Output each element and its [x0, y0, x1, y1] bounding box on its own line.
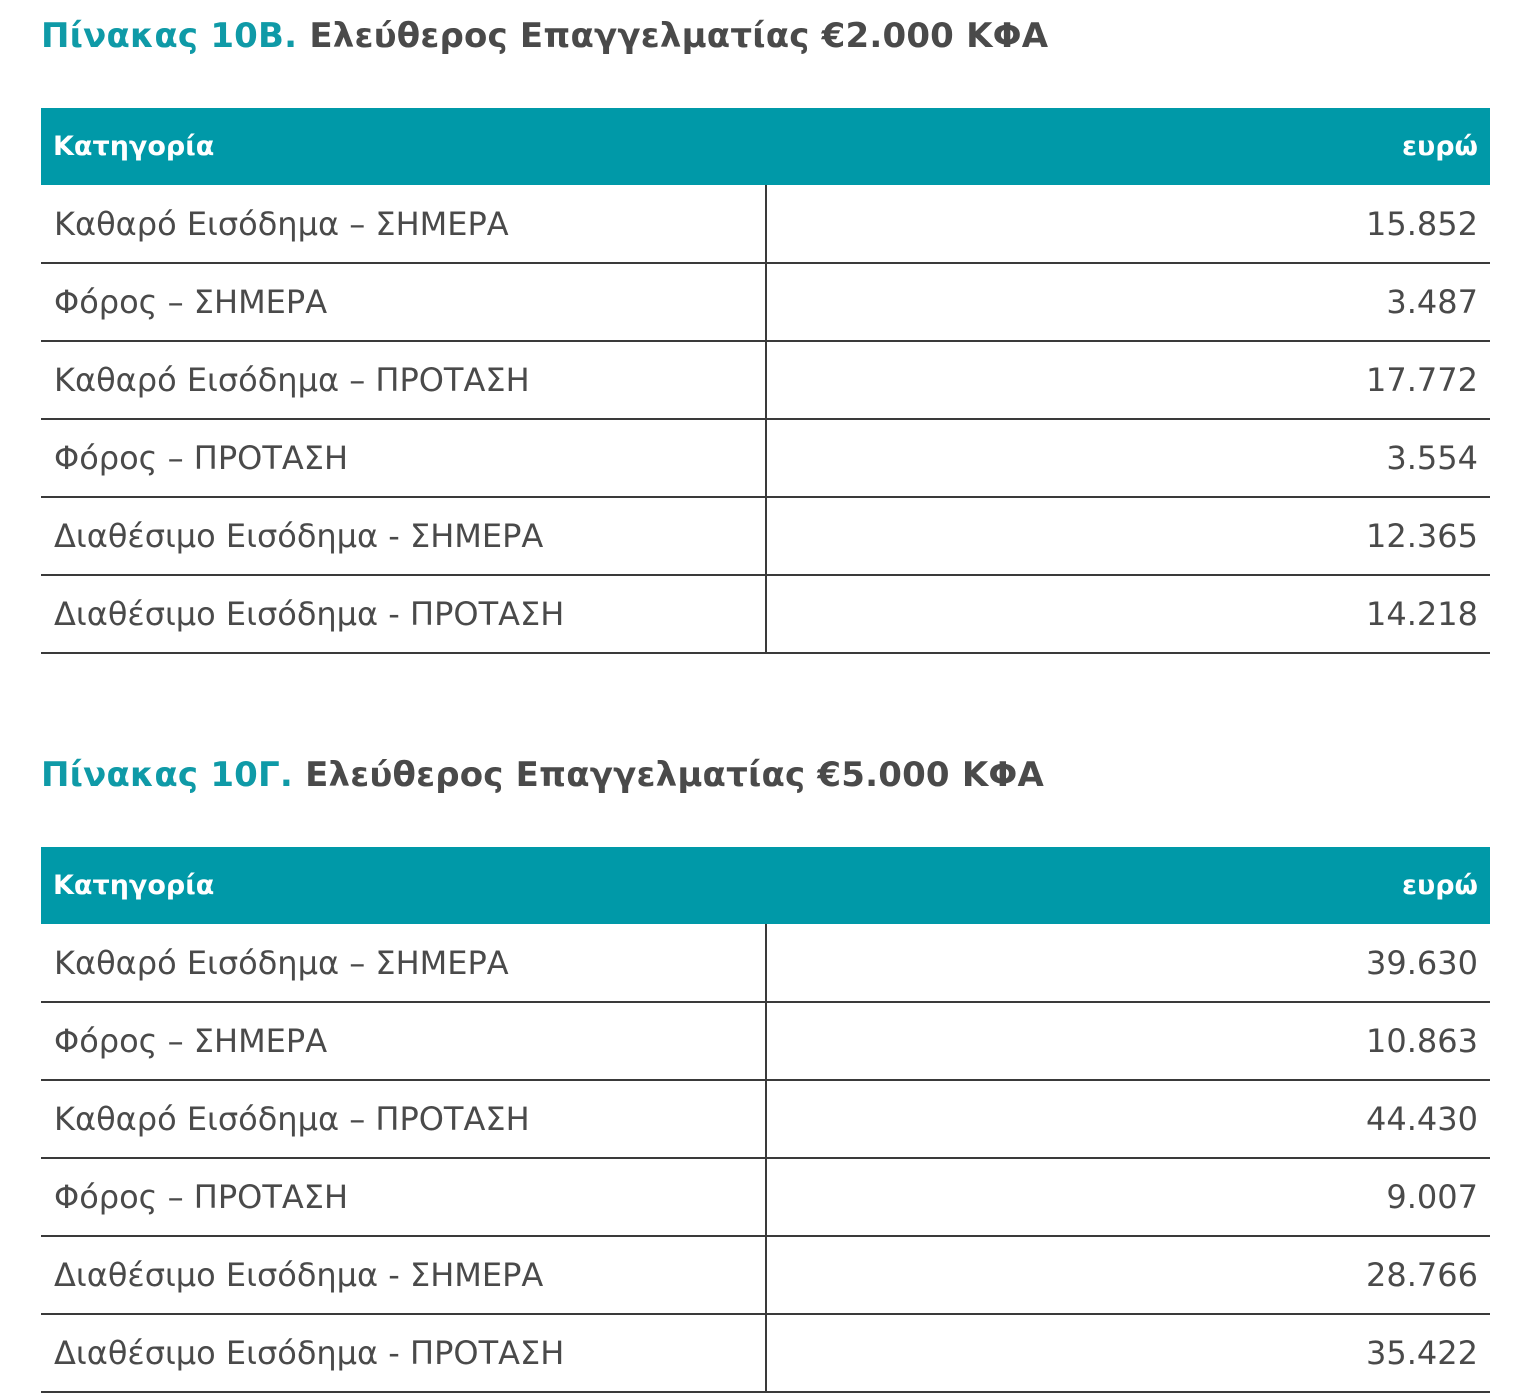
row-value: 3.554 [766, 419, 1491, 497]
column-header-category: Κατηγορία [41, 847, 766, 924]
row-value: 35.422 [766, 1314, 1491, 1392]
table-row [41, 419, 1490, 497]
column-header-value: ευρώ [766, 108, 1491, 185]
row-category: Φόρος – ΣΗΜΕΡΑ [41, 263, 766, 341]
table-row [41, 1236, 1490, 1314]
table-row [41, 924, 1490, 1002]
row-value: 12.365 [766, 497, 1491, 575]
row-value: 39.630 [766, 924, 1491, 1002]
row-category: Διαθέσιμο Εισόδημα - ΠΡΟΤΑΣΗ [41, 1314, 766, 1392]
column-header-value: ευρώ [766, 847, 1491, 924]
row-category: Φόρος – ΠΡΟΤΑΣΗ [41, 419, 766, 497]
row-category: Καθαρό Εισόδημα – ΠΡΟΤΑΣΗ [41, 1080, 766, 1158]
row-value: 14.218 [766, 575, 1491, 653]
table-row [41, 341, 1490, 419]
table-row [41, 497, 1490, 575]
data-table-10g [41, 847, 1490, 1393]
row-category: Διαθέσιμο Εισόδημα - ΣΗΜΕΡΑ [41, 1236, 766, 1314]
table-heading [41, 753, 1044, 797]
row-value: 44.430 [766, 1080, 1491, 1158]
row-category: Φόρος – ΠΡΟΤΑΣΗ [41, 1158, 766, 1236]
row-category: Καθαρό Εισόδημα – ΣΗΜΕΡΑ [41, 924, 766, 1002]
table-heading [41, 14, 1048, 58]
row-value: 10.863 [766, 1002, 1491, 1080]
row-value: 15.852 [766, 185, 1491, 263]
table-title: Ελεύθερος Επαγγελματίας €5.000 ΚΦΑ [305, 755, 1044, 795]
row-category: Καθαρό Εισόδημα – ΣΗΜΕΡΑ [41, 185, 766, 263]
table-header-row [41, 108, 1490, 185]
table-row [41, 575, 1490, 653]
row-value: 9.007 [766, 1158, 1491, 1236]
table-row [41, 1314, 1490, 1392]
table-header-row [41, 847, 1490, 924]
table-row [41, 185, 1490, 263]
table-row [41, 1002, 1490, 1080]
table-label: Πίνακας 10Β. [41, 16, 298, 56]
table-title: Ελεύθερος Επαγγελματίας €2.000 ΚΦΑ [309, 16, 1049, 56]
table-row [41, 1158, 1490, 1236]
table-row [41, 1080, 1490, 1158]
table-row [41, 263, 1490, 341]
row-value: 17.772 [766, 341, 1491, 419]
column-header-category: Κατηγορία [41, 108, 766, 185]
row-category: Καθαρό Εισόδημα – ΠΡΟΤΑΣΗ [41, 341, 766, 419]
row-category: Διαθέσιμο Εισόδημα - ΠΡΟΤΑΣΗ [41, 575, 766, 653]
row-category: Φόρος – ΣΗΜΕΡΑ [41, 1002, 766, 1080]
row-value: 28.766 [766, 1236, 1491, 1314]
row-value: 3.487 [766, 263, 1491, 341]
data-table-10b [41, 108, 1490, 654]
table-label: Πίνακας 10Γ. [41, 755, 294, 795]
row-category: Διαθέσιμο Εισόδημα - ΣΗΜΕΡΑ [41, 497, 766, 575]
